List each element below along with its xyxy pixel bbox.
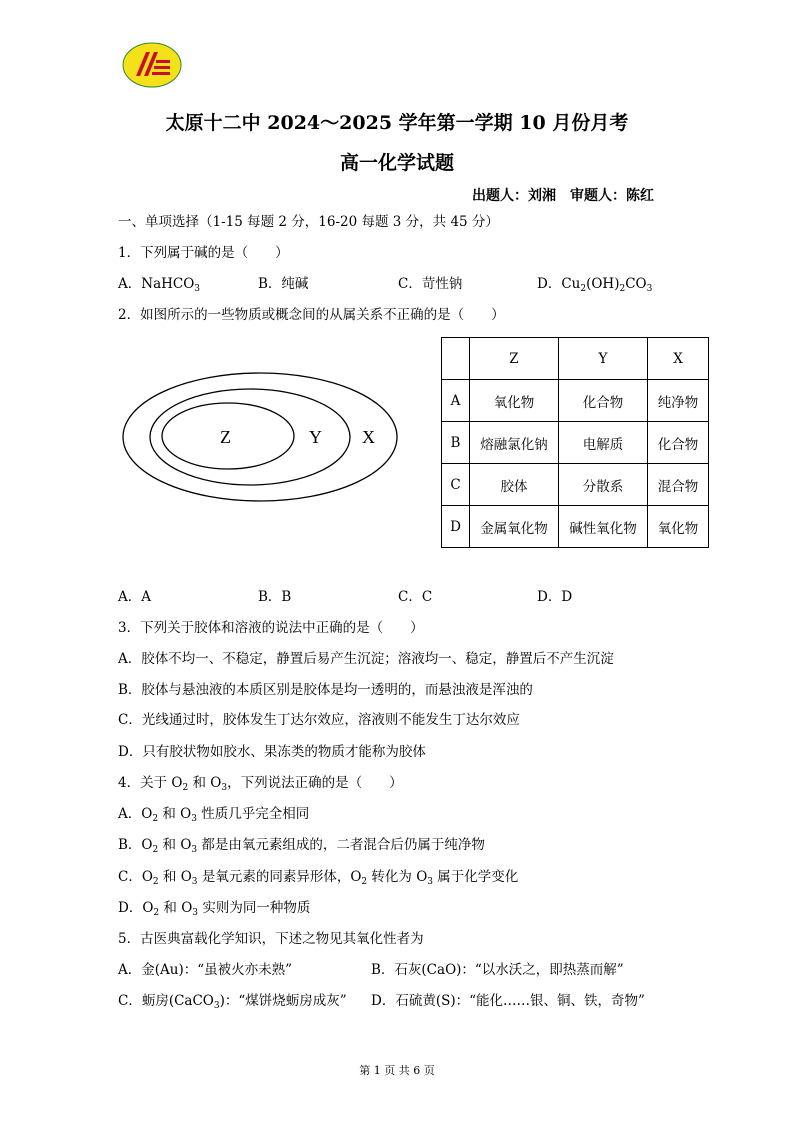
q3-option-d: D．只有胶状物如胶水、果冻类的物质才能称为胶体 [118, 744, 426, 760]
q5-option-d: D．石硫黄(S)：“能化……银、铜、铁，奇物” [371, 993, 645, 1009]
exam-title: 太原十二中 2024～2025 学年第一学期 10 月份月考 [165, 112, 629, 134]
q4-option-a: A．$O_2$ 和 $O_3$ 性质几乎完全相同 [118, 806, 310, 824]
q4-option-b: B．$O_2$ 和 $O_3$ 都是由氧元素组成的，二者混合后仍属于纯净物 [118, 837, 485, 855]
table-cell: Y [559, 338, 648, 380]
section-heading: 一、单项选择（1-15 每题 2 分，16-20 每题 3 分，共 45 分） [118, 214, 499, 230]
table-cell: 熔融氯化钠 [470, 422, 559, 464]
table-cell: C [442, 464, 470, 506]
q1-option-a: A．NaHCO$_3$ [118, 276, 201, 294]
table-cell: D [442, 506, 470, 548]
table-cell: X [648, 338, 709, 380]
table-cell: 混合物 [648, 464, 709, 506]
q5-stem: 5．古医典富载化学知识，下述之物见其氧化性者为 [118, 931, 424, 947]
q1-option-c: C．苛性钠 [398, 276, 463, 292]
q1-option-b: B．纯碱 [258, 276, 309, 292]
table-cell: B [442, 422, 470, 464]
table-cell: 胶体 [470, 464, 559, 506]
label-y: Y [309, 427, 322, 447]
outer-ellipse-x [123, 373, 397, 501]
school-logo [122, 42, 182, 88]
table-row [442, 422, 709, 464]
q5-option-a: A．金(Au)：“虽被火亦未熟” [118, 962, 293, 978]
table-cell: 化合物 [648, 422, 709, 464]
q1-option-d: D．$Cu_2(OH)_2CO_3$ [537, 276, 653, 294]
q5-option-c: C．蛎房(CaCO$_3$)：“煤饼烧蛎房成灰” [118, 993, 347, 1011]
table-cell: 金属氧化物 [470, 506, 559, 548]
q5-option-b: B．石灰(CaO)：“以水沃之，即热蒸而解” [371, 962, 624, 978]
q2-option-c: C．C [398, 589, 433, 605]
table-cell: 分散系 [559, 464, 648, 506]
q2-stem: 2．如图所示的一些物质或概念间的从属关系不正确的是（ ） [118, 307, 505, 323]
table-cell: Z [470, 338, 559, 380]
table-row [442, 506, 709, 548]
page-footer: 第 1 页 共 6 页 [359, 1064, 435, 1077]
table-row [442, 380, 709, 422]
q2-table [441, 337, 709, 548]
venn-diagram [120, 365, 400, 505]
authors: 出题人：刘湘 审题人：陈红 [472, 188, 654, 204]
q3-option-b: B．胶体与悬浊液的本质区别是胶体是均一透明的，而悬浊液是浑浊的 [118, 682, 533, 698]
table-cell: 氧化物 [470, 380, 559, 422]
q2-option-d: D．D [537, 589, 573, 605]
q1-stem: 1．下列属于碱的是（ ） [118, 245, 289, 261]
table-cell: A [442, 380, 470, 422]
table-cell: 电解质 [559, 422, 648, 464]
table-cell [442, 338, 470, 380]
q3-option-c: C．光线通过时，胶体发生丁达尔效应，溶液则不能发生丁达尔效应 [118, 712, 520, 728]
table-cell: 纯净物 [648, 380, 709, 422]
table-cell: 氧化物 [648, 506, 709, 548]
label-x: X [362, 427, 375, 447]
q3-stem: 3．下列关于胶体和溶液的说法中正确的是（ ） [118, 620, 424, 636]
table-row [442, 338, 709, 380]
q2-option-b: B．B [258, 589, 292, 605]
q4-option-c: C．$O_2$ 和 $O_3$ 是氧元素的同素异形体，$O_2$ 转化为 $O_3$ 属于化学变化 [118, 869, 519, 887]
q3-option-a: A．胶体不均一、不稳定，静置后易产生沉淀；溶液均一、稳定，静置后不产生沉淀 [118, 651, 614, 667]
label-z: Z [220, 427, 231, 447]
table-row [442, 464, 709, 506]
table-cell: 化合物 [559, 380, 648, 422]
q4-stem: 4．关于 $O_2$ 和 $O_3$，下列说法正确的是（ ） [118, 775, 403, 793]
q4-option-d: D．$O_2$ 和 $O_3$ 实则为同一种物质 [118, 900, 311, 918]
exam-subtitle: 高一化学试题 [339, 152, 454, 174]
table-cell: 碱性氧化物 [559, 506, 648, 548]
q2-option-a: A．A [118, 589, 151, 605]
